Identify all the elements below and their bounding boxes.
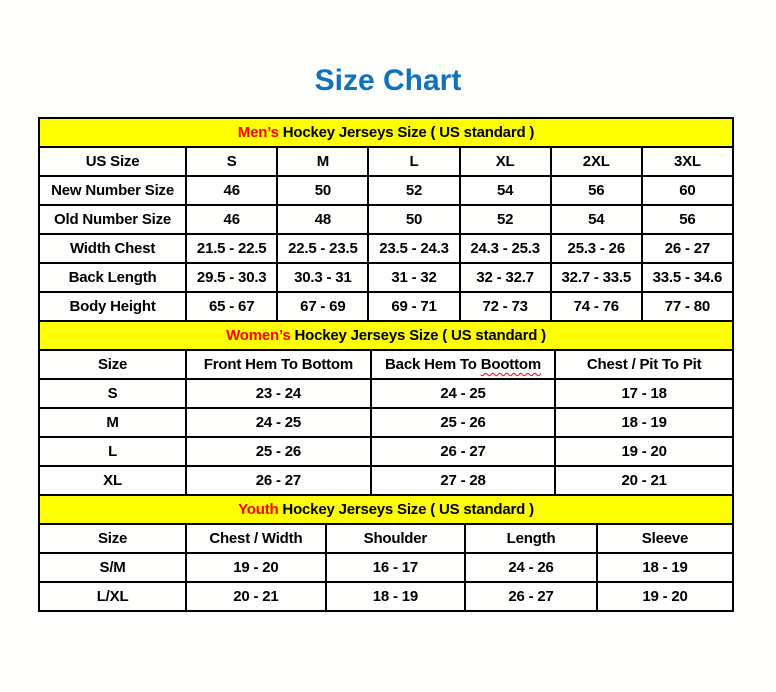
table-cell: 30.3 - 31 bbox=[277, 263, 368, 292]
row-label-cell: L/XL bbox=[39, 582, 186, 611]
table-cell: 60 bbox=[642, 176, 733, 205]
table-cell: 72 - 73 bbox=[460, 292, 551, 321]
table-cell: 46 bbox=[186, 205, 277, 234]
table-cell: 25.3 - 26 bbox=[551, 234, 642, 263]
column-header-cell: Chest / Width bbox=[186, 524, 325, 553]
table-cell: 50 bbox=[277, 176, 368, 205]
table-cell: 25 - 26 bbox=[371, 408, 556, 437]
banner-row bbox=[39, 321, 733, 350]
table-cell: 20 - 21 bbox=[555, 466, 733, 495]
banner-text: Hockey Jerseys Size ( US standard ) bbox=[278, 501, 534, 518]
table-cell: 21.5 - 22.5 bbox=[186, 234, 277, 263]
row-label-cell: M bbox=[39, 408, 186, 437]
table-cell: 77 - 80 bbox=[642, 292, 733, 321]
table-cell: 23 - 24 bbox=[186, 379, 371, 408]
table-cell: 54 bbox=[551, 205, 642, 234]
table-cell: 19 - 20 bbox=[555, 437, 733, 466]
column-header-cell: Size bbox=[39, 524, 186, 553]
table-cell: 69 - 71 bbox=[368, 292, 459, 321]
table-cell: 50 bbox=[368, 205, 459, 234]
table-cell: 24 - 25 bbox=[186, 408, 371, 437]
column-header-cell: Length bbox=[465, 524, 597, 553]
column-header-cell: Sleeve bbox=[597, 524, 733, 553]
table-cell: 26 - 27 bbox=[371, 437, 556, 466]
column-header-cell: XL bbox=[460, 147, 551, 176]
table-cell: 23.5 - 24.3 bbox=[368, 234, 459, 263]
table-cell: 48 bbox=[277, 205, 368, 234]
banner-row bbox=[39, 495, 733, 524]
table-row bbox=[39, 292, 733, 321]
size-chart-container bbox=[38, 117, 734, 612]
table-row bbox=[39, 176, 733, 205]
table-cell: 31 - 32 bbox=[368, 263, 459, 292]
section-banner bbox=[39, 321, 733, 350]
table-cell: 74 - 76 bbox=[551, 292, 642, 321]
table-cell: 20 - 21 bbox=[186, 582, 325, 611]
column-header-cell: Size bbox=[39, 350, 186, 379]
column-header-cell: L bbox=[368, 147, 459, 176]
row-label-cell: Body Height bbox=[39, 292, 186, 321]
table-row bbox=[39, 466, 733, 495]
table-cell: 17 - 18 bbox=[555, 379, 733, 408]
table-cell: 29.5 - 30.3 bbox=[186, 263, 277, 292]
table-cell: 52 bbox=[368, 176, 459, 205]
banner-row bbox=[39, 118, 733, 147]
table-row bbox=[39, 263, 733, 292]
table-cell: 26 - 27 bbox=[465, 582, 597, 611]
section-banner bbox=[39, 118, 733, 147]
table-cell: 27 - 28 bbox=[371, 466, 556, 495]
table-cell: 54 bbox=[460, 176, 551, 205]
table-cell: 25 - 26 bbox=[186, 437, 371, 466]
column-header-cell: Back Hem To Boottom bbox=[371, 350, 556, 379]
table-cell: 67 - 69 bbox=[277, 292, 368, 321]
misspelled-word: Boottom bbox=[480, 356, 541, 373]
table-cell: 18 - 19 bbox=[326, 582, 465, 611]
table-cell: 26 - 27 bbox=[642, 234, 733, 263]
table-cell: 26 - 27 bbox=[186, 466, 371, 495]
table-row bbox=[39, 234, 733, 263]
table-row bbox=[39, 582, 733, 611]
table-cell: 16 - 17 bbox=[326, 553, 465, 582]
column-header-row bbox=[39, 147, 733, 176]
row-label-cell: Old Number Size bbox=[39, 205, 186, 234]
table-cell: 24 - 25 bbox=[371, 379, 556, 408]
table-cell: 52 bbox=[460, 205, 551, 234]
row-label-cell: XL bbox=[39, 466, 186, 495]
column-header-row bbox=[39, 524, 733, 553]
column-header-cell: 2XL bbox=[551, 147, 642, 176]
page-title: Size Chart bbox=[314, 64, 462, 97]
column-header-cell: US Size bbox=[39, 147, 186, 176]
table-row bbox=[39, 205, 733, 234]
banner-highlight: Women’s bbox=[226, 327, 291, 344]
row-label-cell: S/M bbox=[39, 553, 186, 582]
table-row bbox=[39, 408, 733, 437]
womens-size-table bbox=[38, 320, 734, 496]
table-cell: 18 - 19 bbox=[555, 408, 733, 437]
table-cell: 32.7 - 33.5 bbox=[551, 263, 642, 292]
table-cell: 32 - 32.7 bbox=[460, 263, 551, 292]
table-row bbox=[39, 379, 733, 408]
table-cell: 19 - 20 bbox=[186, 553, 325, 582]
table-row bbox=[39, 437, 733, 466]
table-cell: 24.3 - 25.3 bbox=[460, 234, 551, 263]
table-row bbox=[39, 553, 733, 582]
column-header-cell: Front Hem To Bottom bbox=[186, 350, 371, 379]
row-label-cell: S bbox=[39, 379, 186, 408]
row-label-cell: L bbox=[39, 437, 186, 466]
table-cell: 24 - 26 bbox=[465, 553, 597, 582]
banner-highlight: Youth bbox=[238, 501, 279, 518]
column-header-cell: S bbox=[186, 147, 277, 176]
column-header-row bbox=[39, 350, 733, 379]
column-header-cell: Shoulder bbox=[326, 524, 465, 553]
table-cell: 56 bbox=[551, 176, 642, 205]
youth-size-table bbox=[38, 494, 734, 612]
row-label-cell: Back Length bbox=[39, 263, 186, 292]
section-banner bbox=[39, 495, 733, 524]
row-label-cell: New Number Size bbox=[39, 176, 186, 205]
row-label-cell: Width Chest bbox=[39, 234, 186, 263]
banner-highlight: Men’s bbox=[237, 124, 279, 141]
banner-text: Hockey Jerseys Size ( US standard ) bbox=[290, 327, 546, 344]
table-cell: 65 - 67 bbox=[186, 292, 277, 321]
table-cell: 19 - 20 bbox=[597, 582, 733, 611]
table-cell: 33.5 - 34.6 bbox=[642, 263, 733, 292]
table-cell: 46 bbox=[186, 176, 277, 205]
mens-size-table bbox=[38, 117, 734, 322]
column-header-cell: Chest / Pit To Pit bbox=[555, 350, 733, 379]
column-header-cell: 3XL bbox=[642, 147, 733, 176]
table-cell: 22.5 - 23.5 bbox=[277, 234, 368, 263]
table-cell: 18 - 19 bbox=[597, 553, 733, 582]
banner-text: Hockey Jerseys Size ( US standard ) bbox=[278, 124, 535, 141]
column-header-cell: M bbox=[277, 147, 368, 176]
table-cell: 56 bbox=[642, 205, 733, 234]
